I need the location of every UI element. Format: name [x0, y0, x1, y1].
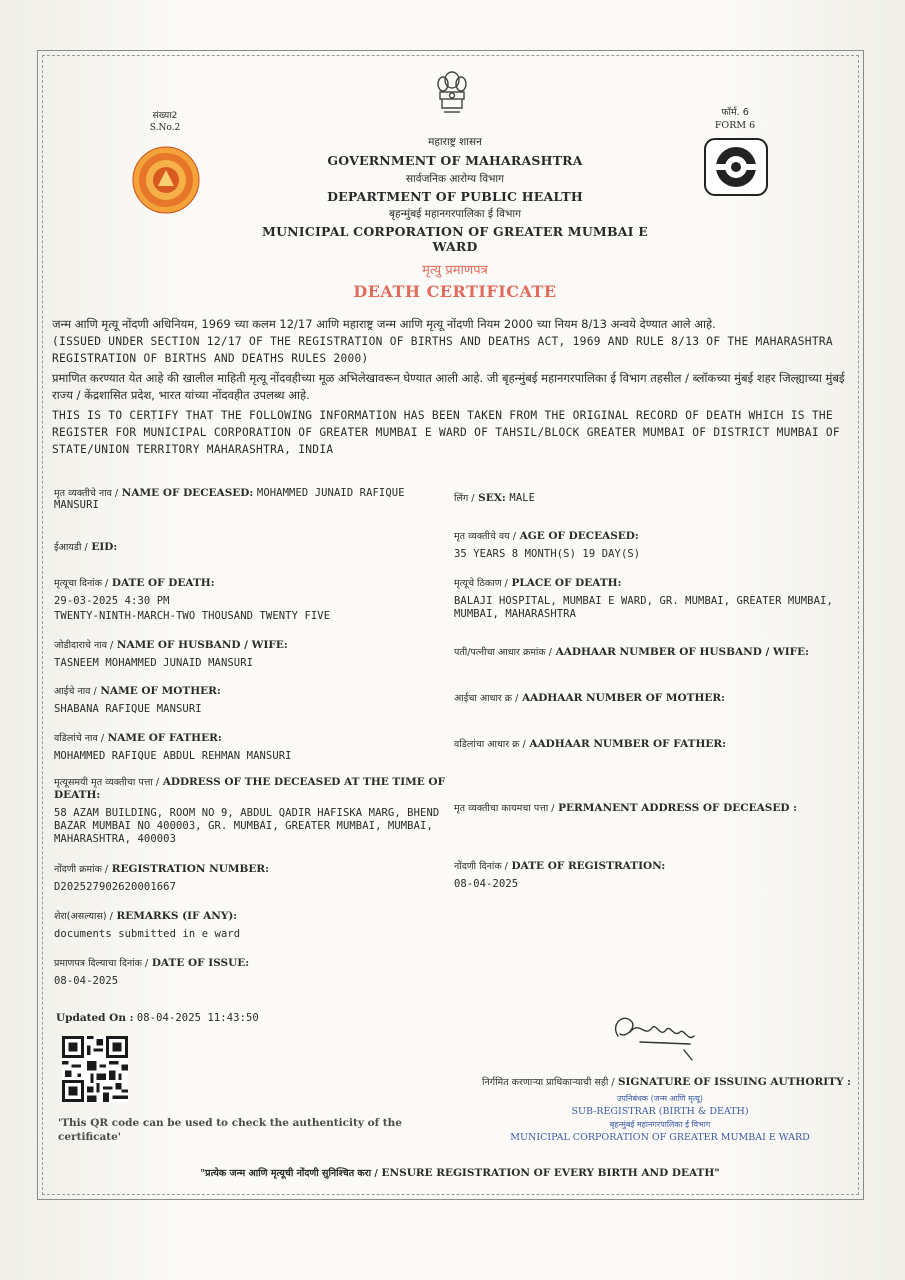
- gov-mr: महाराष्ट्र शासन: [428, 136, 482, 148]
- dod-value: 29-03-2025 4:30 PM: [54, 595, 170, 607]
- pod-value: BALAJI HOSPITAL, MUMBAI E WARD, GR. MUMBAI, GREATER MUMBAI, MUMBAI, MAHARASHTRA: [454, 595, 833, 620]
- remarks-value: documents submitted in e ward: [54, 928, 241, 940]
- header-block: [250, 135, 660, 254]
- signature-image: [600, 1002, 705, 1064]
- form-number-mr: फॉर्म. 6: [721, 107, 749, 118]
- age-field: [454, 529, 854, 560]
- doi-label-mr: प्रमाणपत्र दिल्याचा दिनांक /: [54, 958, 149, 969]
- father-label-mr: वडिलांचे नाव /: [54, 733, 105, 744]
- reg-field: [54, 862, 444, 893]
- remarks-label-mr: शेरा(असल्यास) /: [54, 911, 113, 922]
- intro-block: [52, 316, 852, 458]
- father-aadhaar-field: [454, 737, 726, 750]
- pod-label-en: PLACE OF DEATH:: [511, 577, 622, 589]
- intro-p1-en: (ISSUED UNDER SECTION 12/17 OF THE REGISTRATION OF BIRTHS AND DEATHS ACT, 1969 AND RULE 8/13 OF THE MAHARASHTRA REGISTRATION OF BIRTHS AND DEATHS RULES 2000): [52, 335, 833, 365]
- name-label-mr: मृत व्यक्तीचे नाव /: [54, 488, 119, 499]
- sig-label-mr: निर्गमित करणाऱ्या प्राधिकाऱ्याची सही /: [482, 1077, 615, 1088]
- mother-aadhaar-label-en: AADHAAR NUMBER OF MOTHER:: [521, 692, 725, 704]
- stamp-en1: SUB-REGISTRAR (BIRTH & DEATH): [571, 1106, 749, 1117]
- signature-label: [482, 1075, 851, 1088]
- father-aadhaar-label-en: AADHAAR NUMBER OF FATHER:: [529, 738, 726, 750]
- mother-aadhaar-label-mr: आईचा आधार क्र /: [454, 693, 519, 704]
- doi-label-en: DATE OF ISSUE:: [151, 957, 250, 969]
- national-emblem-icon: [432, 68, 472, 120]
- spouse-label-en: NAME OF HUSBAND / WIFE:: [116, 639, 288, 651]
- reg-label-en: REGISTRATION NUMBER:: [111, 863, 270, 875]
- dod-label-en: DATE OF DEATH:: [111, 577, 215, 589]
- intro-p2-en: THIS IS TO CERTIFY THAT THE FOLLOWING INFORMATION HAS BEEN TAKEN FROM THE ORIGINAL RECORD OF DEATH WHICH IS THE REGISTER FOR MUNICIPAL CORPORATION OF GREATER MUMBAI E WARD OF TAHSIL/BLOCK GREATER MUMBAI OF DISTRICT MUMBAI OF STATE/UNION TERRITORY MAHARASHTRA, INDIA: [52, 409, 840, 456]
- updated-on: [56, 1012, 259, 1024]
- address-label-mr: मृत्यूसमयी मृत व्यक्तीचा पत्ता /: [54, 777, 160, 788]
- stamp-en2: MUNICIPAL CORPORATION OF GREATER MUMBAI E WARD: [510, 1132, 810, 1143]
- reg-value: D202527902620001667: [54, 881, 177, 893]
- reg-label-mr: नोंदणी क्रमांक /: [54, 864, 109, 875]
- sex-label-en: SEX:: [478, 492, 506, 504]
- certificate-title: [300, 260, 610, 301]
- perm-label-en: PERMANENT ADDRESS OF DECEASED :: [558, 802, 797, 814]
- dod-words: TWENTY-NINTH-MARCH-TWO THOUSAND TWENTY FIVE: [54, 610, 331, 622]
- name-field: [54, 486, 444, 511]
- sig-label-en: SIGNATURE OF ISSUING AUTHORITY :: [617, 1076, 851, 1088]
- stamp-mr2: बृहन्मुंबई महानगरपालिका ई विभाग: [609, 1120, 711, 1129]
- sex-label-mr: लिंग /: [454, 493, 475, 504]
- motto-mr: "प्रत्येक जन्म आणि मृत्यूची नोंदणी सुनिश्चित करा /: [200, 1168, 378, 1179]
- qr-note: 'This QR code can be used to check the authenticity of the certificate': [58, 1117, 402, 1143]
- eid-field: [54, 540, 117, 553]
- perm-label-mr: मृत व्यक्तीचा कायमचा पत्ता /: [454, 803, 555, 814]
- spouse-value: TASNEEM MOHAMMED JUNAID MANSURI: [54, 657, 254, 669]
- serial-number-en: S.No.2: [149, 123, 181, 133]
- dor-field: [454, 859, 854, 890]
- remarks-label-en: REMARKS (IF ANY):: [116, 910, 238, 922]
- doi-value: 08-04-2025: [54, 975, 119, 987]
- spouse-aadhaar-field: [454, 645, 809, 658]
- intro-p2-mr: प्रमाणित करण्यात येत आहे की खालील माहिती मृत्यू नोंदवहीच्या मूळ अभिलेखावरून घेण्यात आली आहे. जी बृहन्मुंबई महानगरपालिका ई विभाग तहसील / ब्लॉकच्या मुंबई शहर जिल्ह्याच्या मुंबई राज्य / केंद्रशासित प्रदेश, भारत यांच्या नोंदवहीत उपलब्ध आहे.: [52, 371, 845, 402]
- dor-label-en: DATE OF REGISTRATION:: [511, 860, 666, 872]
- father-field: [54, 731, 444, 762]
- eid-label-en: EID:: [91, 541, 118, 553]
- dod-label-mr: मृत्यूचा दिनांक /: [54, 578, 109, 589]
- eid-label-mr: ईआयडी /: [54, 542, 88, 553]
- remarks-field: [54, 909, 444, 940]
- title-mr: मृत्यु प्रमाणपत्र: [422, 263, 488, 278]
- dept-mr: सार्वजनिक आरोग्य विभाग: [405, 173, 505, 185]
- gov-en: GOVERNMENT OF MAHARASHTRA: [327, 153, 583, 168]
- crs-logo-icon: [704, 138, 768, 196]
- stamp-mr1: उपनिबंधक (जन्म आणि मृत्यू): [617, 1094, 703, 1103]
- serial-number-mr: संख्या2: [152, 111, 178, 121]
- dor-value: 08-04-2025: [454, 878, 519, 890]
- mother-label-mr: आईचे नाव /: [54, 686, 97, 697]
- form-number-en: FORM 6: [714, 120, 756, 131]
- age-label-mr: मृत व्यक्तीचे वय /: [454, 531, 516, 542]
- father-label-en: NAME OF FATHER:: [107, 732, 222, 744]
- dod-field: [54, 576, 444, 622]
- updated-label: Updated On :: [56, 1012, 134, 1024]
- corp-en: MUNICIPAL CORPORATION OF GREATER MUMBAI E WARD: [262, 224, 648, 254]
- mother-aadhaar-field: [454, 691, 725, 704]
- intro-p1-mr: जन्म आणि मृत्यू नोंदणी अधिनियम, 1969 च्या कलम 12/17 आणि महाराष्ट्र जन्म आणि मृत्यू नोंदणी नियम 2000 च्या नियम 8/13 अन्वये देण्यात आले आहे.: [52, 317, 716, 331]
- spouse-aadhaar-label-mr: पती/पत्नीचा आधार क्रमांक /: [454, 647, 552, 658]
- updated-value: 08-04-2025 11:43:50: [136, 1012, 259, 1024]
- perm-address-field: [454, 801, 797, 814]
- pod-field: [454, 576, 854, 621]
- dor-label-mr: नोंदणी दिनांक /: [454, 861, 508, 872]
- age-value: 35 YEARS 8 MONTH(S) 19 DAY(S): [454, 548, 641, 560]
- spouse-field: [54, 638, 444, 669]
- sex-value: MALE: [509, 492, 536, 504]
- father-aadhaar-label-mr: वडिलांचा आधार क्र /: [454, 739, 526, 750]
- authority-stamp: [480, 1092, 840, 1144]
- address-field: [54, 776, 449, 846]
- spouse-aadhaar-label-en: AADHAAR NUMBER OF HUSBAND / WIFE:: [555, 646, 810, 658]
- pod-label-mr: मृत्यूचे ठिकाण /: [454, 578, 508, 589]
- motto-en: ENSURE REGISTRATION OF EVERY BIRTH AND DEATH": [381, 1167, 720, 1179]
- mother-field: [54, 684, 444, 715]
- form-number: [705, 106, 765, 132]
- sex-field: [454, 491, 535, 504]
- serial-number: [140, 110, 190, 134]
- maharashtra-seal-icon: [132, 146, 200, 214]
- spouse-label-mr: जोडीदाराचे नाव /: [54, 640, 114, 651]
- dept-en: DEPARTMENT OF PUBLIC HEALTH: [327, 189, 583, 204]
- mother-label-en: NAME OF MOTHER:: [100, 685, 221, 697]
- doi-field: [54, 956, 444, 987]
- name-label-en: NAME OF DECEASED:: [121, 487, 254, 499]
- age-label-en: AGE OF DECEASED:: [519, 530, 639, 542]
- corp-mr: बृहन्मुंबई महानगरपालिका ई विभाग: [389, 208, 521, 220]
- mother-value: SHABANA RAFIQUE MANSURI: [54, 703, 202, 715]
- motto: [150, 1166, 770, 1179]
- qr-code-icon[interactable]: [62, 1036, 128, 1102]
- title-en: DEATH CERTIFICATE: [353, 282, 557, 301]
- address-label-en: ADDRESS OF THE DECEASED AT THE TIME OF DEATH:: [54, 776, 446, 801]
- name-value: MOHAMMED JUNAID RAFIQUE MANSURI: [54, 487, 405, 511]
- father-value: MOHAMMED RAFIQUE ABDUL REHMAN MANSURI: [54, 750, 292, 762]
- address-value: 58 AZAM BUILDING, ROOM NO 9, ABDUL QADIR HAFISKA MARG, BHEND BAZAR MUMBAI NO 400003, GR. MUMBAI, GREATER MUMBAI, MUMBAI, MAHARASHTRA, 400003: [54, 807, 440, 845]
